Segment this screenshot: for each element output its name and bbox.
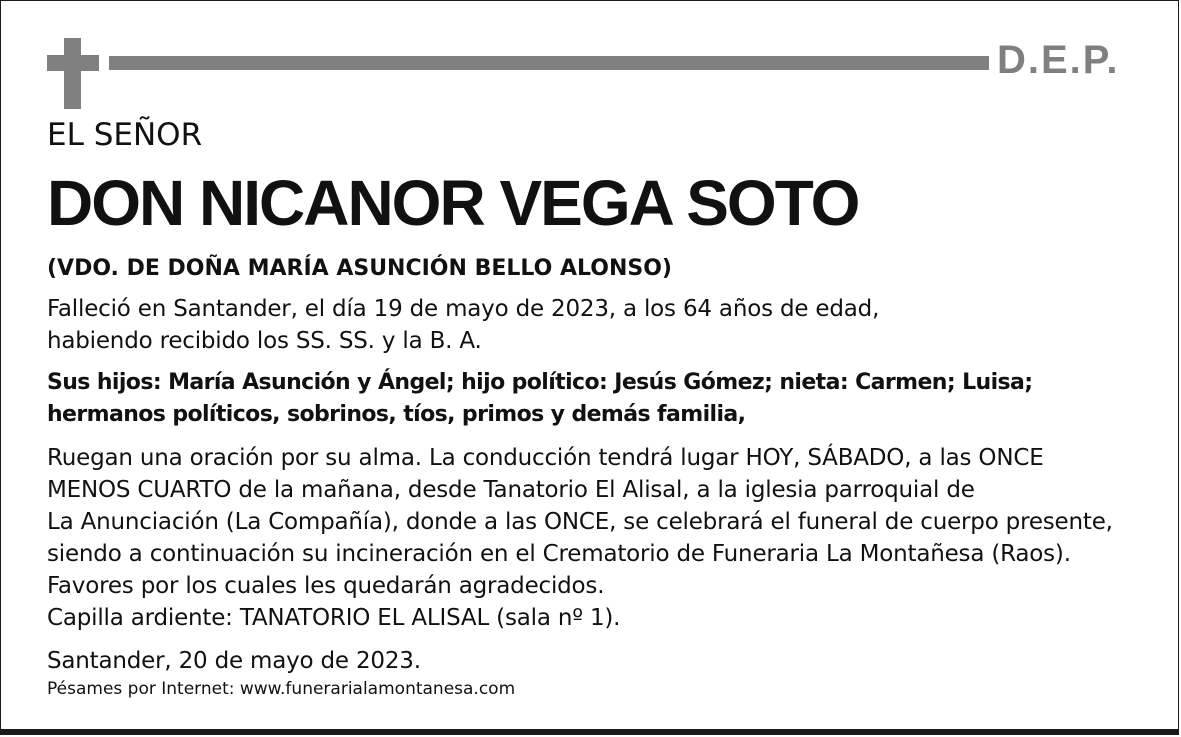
death-details-line: habiendo recibido los SS. SS. y la B. A. <box>47 328 482 354</box>
death-details-line: Falleció en Santander, el día 19 de mayo de 2023, a los 64 años de edad, <box>47 296 880 322</box>
honorific-prefix: EL SEÑOR <box>47 117 203 153</box>
header-rule <box>109 56 989 70</box>
announcement-line: Ruegan una oración por su alma. La conducción tendrá lugar HOY, SÁBADO, a las ONCE <box>47 445 1044 471</box>
dep-label: D.E.P. <box>997 38 1120 82</box>
announcement <box>47 442 1113 634</box>
announcement-line: Capilla ardiente: TANATORIO EL ALISAL (sala nº 1). <box>47 605 621 631</box>
announcement-line: MENOS CUARTO de la mañana, desde Tanatorio El Alisal, a la iglesia parroquial de <box>47 477 975 503</box>
family-list <box>47 367 1032 431</box>
widower-line: (VDO. DE DOÑA MARÍA ASUNCIÓN BELLO ALONSO) <box>47 256 672 281</box>
announcement-line: Favores por los cuales les quedarán agradecidos. <box>47 573 605 599</box>
cross-icon <box>47 38 99 109</box>
announcement-line: siendo a continuación su incineración en el Crematorio de Funeraria La Montañesa (Raos). <box>47 541 1071 567</box>
closing-date: Santander, 20 de mayo de 2023. <box>47 648 421 674</box>
deceased-name: DON NICANOR VEGA SOTO <box>47 167 859 239</box>
announcement-line: La Anunciación (La Compañía), donde a las ONCE, se celebrará el funeral de cuerpo presente, <box>47 509 1113 535</box>
family-line: hermanos políticos, sobrinos, tíos, primos y demás familia, <box>47 402 746 427</box>
death-details <box>47 293 879 357</box>
family-line: Sus hijos: María Asunción y Ángel; hijo político: Jesús Gómez; nieta: Carmen; Luisa; <box>47 370 1033 395</box>
condolences-web: Pésames por Internet: www.funerarialamontanesa.com <box>47 679 516 699</box>
